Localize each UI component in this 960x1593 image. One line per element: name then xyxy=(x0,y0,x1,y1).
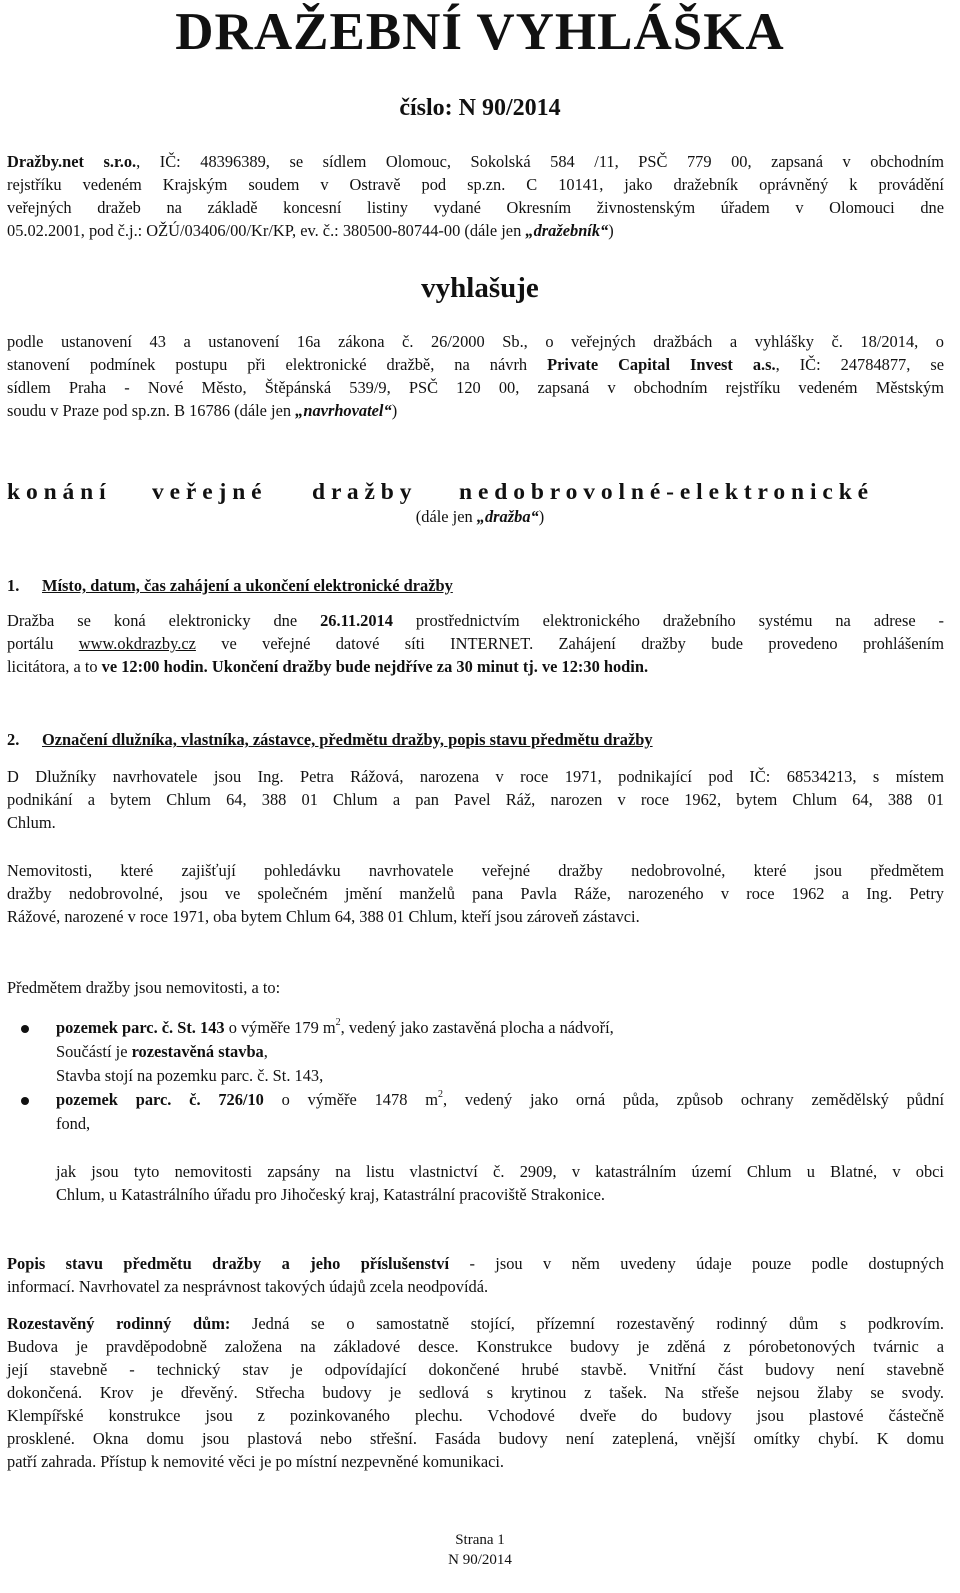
debtors-line-1: D Dlužníky navrhovatele jsou Ing. Petra Rážová, narozena v roce 1971, podnikající pod IČ: 68534213, s místem xyxy=(7,767,944,786)
subject-intro: Předmětem dražby jsou nemovitosti, a to: xyxy=(7,978,281,997)
house-line-3: její stavebně - technický stav je odpovídající dokončené hrubé stavbě. Vnitřní část budovy není stavebně xyxy=(7,1360,944,1379)
intro-line-3: veřejných dražeb na základě koncesní listiny vydané Okresním živnostenským úřadem v Olomouci dne xyxy=(7,198,944,217)
document-title: DRAŽEBNÍ VYHLÁŠKA xyxy=(175,3,785,61)
registry-line-1: jak jsou tyto nemovitosti zapsány na listu vlastnictví č. 2909, v katastrálním území Chlum u Blatné, v obci xyxy=(56,1162,944,1181)
house-line-1: Rozestavěný rodinný dům: Jedná se o samostatně stojící, přízemní rozestavěný rodinný dům s podkrovím. xyxy=(7,1314,944,1333)
debtors-line-3: Chlum. xyxy=(7,813,56,832)
bullet-icon xyxy=(21,1025,29,1033)
description-line-1: Popis stavu předmětu dražby a jeho příslušenství - jsou v něm uvedeny údaje pouze podle dostupných xyxy=(7,1254,944,1273)
portal-link[interactable]: www.okdrazby.cz xyxy=(78,634,196,653)
auction-notice-page: DRAŽEBNÍ VYHLÁŠKA číslo: N 90/2014 Dražby.net s.r.o., IČ: 48396389, se sídlem Olomouc, Sokolská 584 /11, PSČ 779 00, zapsaná v obchodním rejstříku vedeném Krajským soudem v Ostravě pod sp.zn. C 10141, jako dražebník oprávněný k provádění veřejných dražeb na základě koncesní listiny vydané Okresním živnostenským úřadem v Olomouci dne 05.02.2001, pod č.j.: OŽÚ/03406/00/Kr/KP, ev. č.: 380500-80744-00 (dále jen „dražebník“) vyhlašuje podle ustanovení 43 a ustanovení 16a zákona č. 26/2000 Sb., o veřejných dražbách a vyhlášky č. 18/2014, o stanovení podmínek postupu při elektronické dražbě, na návrh Private Capital Invest a.s., IČ: 24784877, se sídlem Praha - Nové Město, Štěpánská 539/9, PSČ 120 00, zapsaná v obchodním rejstříku vedeném Městským soudu v Praze pod sp.zn. B 16786 (dále jen „navrhovatel“) k o n á n í v e ř e j n é d r a ž b y n e d o b r o v o l n é - e l e k t r o n i c k é (dále jen „dražba“) 1. Místo, datum, čas zahájení a ukončení elektronické dražby Dražba se koná elektronicky dne 26.11.2014 prostřednictvím elektronického dražebního systému na adrese - portálu www.okdrazby.cz ve veřejné datové síti INTERNET. Zahájení dražby bude provedeno prohlášením licitátora, a to ve 12:00 hodin. Ukončení dražby bude nejdříve za 30 minut tj. ve 12:30 hodin. 2. Označení dlužníka, vlastníka, zástavce, předmětu dražby, popis stavu předmětu dražby D Dlužníky navrhovatele jsou Ing. Petra Rážová, narozena v roce 1971, podnikající pod IČ: 68534213, s místem podnikání a bytem Chlum 64, 388 01 Chlum a pan Pavel Ráž, narozen v roce 1962, bytem Chlum 64, 388 01 Chlum. Nemovitosti, které zajišťují pohledávku navrhovatele veřejné dražby nedobrovolné, které jsou předmětem dražby nedobrovolné, jsou ve společném jmění manželů pana Pavla Ráže, narozeného v roce 1962 a Ing. Petry Rážové, narozené v roce 1971, oba bytem Chlum 64, 388 01 Chlum, kteří jsou zároveň zástavci. Předmětem dražby jsou nemovitosti, a to: pozemek parc. č. St. 143 o výměře 179 $m^2$, vedený jako zastavěná plocha a nádvoří, Součástí je rozestavěná stavba, Stavba stojí na pozemku parc. č. St. 143, pozemek parc. č. 726/10 o výměře 1478 $m^2$, vedený jako orná půda, způsob ochrany zemědělský půdní fond, jak jsou tyto nemovitosti zapsány na listu vlastnictví č. 2909, v katastrálním území Chlum u Blatné, v obci Chlum, u Katastrálního úřadu pro Jihočeský kraj, Katastrální pracoviště Strakonice. Popis stavu předmětu dražby a jeho příslušenství - jsou v něm uvedeny údaje pouze podle dostupných informací. Navrhovatel za nesprávnost takových údajů zcela neodpovídá. Rozestavěný rodinný dům: Jedná se o samostatně stojící, přízemní rozestavěný rodinný dům s podkrovím. Budova je pravděpodobně založena na základové desce. Konstrukce budovy je zděná z pórobetonových tvárnic a její stavebně - technický stav je odpovídající dokončené hrubé stavbě. Vnitřní část budovy není stavebně dokončená. Krov je dřevěný. Střecha budovy je sedlová s krytinou z tašek. Na střeše nejsou žlaby se svody. Klempířské konstrukce jsou z pozinkovaného plechu. Vchodové dveře do budovy jsou plastové částečně prosklené. Okna domu jsou plastová nebo střešní. Fasáda budovy není zateplená, vnější omítky chybí. K domu patří zahrada. Přístup k nemovité věci je po místní nezpevněné komunikaci. Strana 1 N 90/2014 xyxy=(0,0,960,1593)
house-line-4: dokončená. Krov je dřevěný. Střecha budovy je sedlová s krytinou z tašek. Na střeše nejsou žlaby se svody. xyxy=(7,1383,944,1402)
intro-line-2: rejstříku vedeném Krajským soudem v Ostravě pod sp.zn. C 10141, jako dražebník oprávněný k provádění xyxy=(7,175,944,194)
item-1-line-3: Stavba stojí na pozemku parc. č. St. 143, xyxy=(56,1066,324,1085)
section-2-heading: Označení dlužníka, vlastníka, zástavce, předmětu dražby, popis stavu předmětu dražby xyxy=(42,730,653,749)
provision-line-2: stanovení podmínek postupu při elektronické dražbě, na návrh Private Capital Invest a.s., IČ: 24784877, se xyxy=(7,355,944,374)
house-line-2: Budova je pravděpodobně založena na základové desce. Konstrukce budovy je zděná z pórobetonových tvárnic a xyxy=(7,1337,944,1356)
house-line-6: prosklené. Okna domu jsou plastová nebo střešní. Fasáda budovy není zateplená, vnější omítky chybí. K domu xyxy=(7,1429,944,1448)
provision-line-1: podle ustanovení 43 a ustanovení 16a zákona č. 26/2000 Sb., o veřejných dražbách a vyhlášky č. 18/2014, o xyxy=(7,332,944,351)
footer-reference: N 90/2014 xyxy=(448,1552,512,1568)
provision-line-4: soudu v Praze pod sp.zn. B 16786 (dále jen „navrhovatel“) xyxy=(7,401,398,420)
section-1-line-1: Dražba se koná elektronicky dne 26.11.2014 prostřednictvím elektronického dražebního systému na adrese - xyxy=(7,611,944,630)
auction-type-sub: (dále jen „dražba“) xyxy=(415,507,545,526)
section-1-number: 1. xyxy=(7,576,20,595)
document-number: číslo: N 90/2014 xyxy=(399,95,561,121)
section-1-line-3: licitátora, a to ve 12:00 hodin. Ukončení dražby bude nejdříve za 30 minut tj. ve 12:30 hodin. xyxy=(7,657,649,676)
house-line-7: patří zahrada. Přístup k nemovité věci je po místní nezpevněné komunikaci. xyxy=(7,1452,505,1471)
item-1-line-2: Součástí je rozestavěná stavba, xyxy=(56,1042,268,1061)
section-1-line-2: portálu www.okdrazby.cz ve veřejné datové síti INTERNET. Zahájení dražby bude provedeno prohlášením xyxy=(7,634,944,653)
bullet-icon xyxy=(21,1097,29,1105)
provision-line-3: sídlem Praha - Nové Město, Štěpánská 539/9, PSČ 120 00, zapsaná v obchodním rejstříku vedeném Městským xyxy=(7,378,944,397)
section-1-heading: Místo, datum, čas zahájení a ukončení elektronické dražby xyxy=(42,576,453,595)
house-line-5: Klempířské konstrukce jsou z pozinkovaného plechu. Vchodové dveře do budovy jsou plastové částečně xyxy=(7,1406,944,1425)
item-2-line-2: fond, xyxy=(56,1114,91,1133)
item-2-line-1: pozemek parc. č. 726/10 o výměře 1478 $m^2$, vedený jako orná půda, způsob ochrany zemědělský půdní xyxy=(56,1088,944,1109)
debtors-line-2: podnikání a bytem Chlum 64, 388 01 Chlum a pan Pavel Ráž, narozen v roce 1962, bytem Chlum 64, 388 01 xyxy=(7,790,944,809)
section-2-number: 2. xyxy=(7,730,20,749)
item-1-line-1: pozemek parc. č. St. 143 o výměře 179 $m^2$, vedený jako zastavěná plocha a nádvoří, xyxy=(56,1016,614,1037)
property-owners-line-3: Rážové, narozené v roce 1971, oba bytem Chlum 64, 388 01 Chlum, kteří jsou zároveň zástavci. xyxy=(7,907,640,926)
registry-line-2: Chlum, u Katastrálního úřadu pro Jihočeský kraj, Katastrální pracoviště Strakonice. xyxy=(56,1185,605,1204)
footer-page-number: Strana 1 xyxy=(455,1532,505,1548)
intro-line-4: 05.02.2001, pod č.j.: OŽÚ/03406/00/Kr/KP, ev. č.: 380500-80744-00 (dále jen „dražebník“) xyxy=(7,221,614,240)
intro-line-1: Dražby.net s.r.o., IČ: 48396389, se sídlem Olomouc, Sokolská 584 /11, PSČ 779 00, zapsaná v obchodním xyxy=(7,152,945,171)
property-owners-line-1: Nemovitosti, které zajišťují pohledávku navrhovatele veřejné dražby nedobrovolné, které jsou předmětem xyxy=(7,861,944,880)
property-owners-line-2: dražby nedobrovolné, jsou ve společném jmění manželů pana Pavla Ráže, narozeného v roce 1962 a Ing. Petry xyxy=(7,884,944,903)
description-line-2: informací. Navrhovatel za nesprávnost takových údajů zcela neodpovídá. xyxy=(7,1277,489,1296)
announces-heading: vyhlašuje xyxy=(421,272,539,304)
